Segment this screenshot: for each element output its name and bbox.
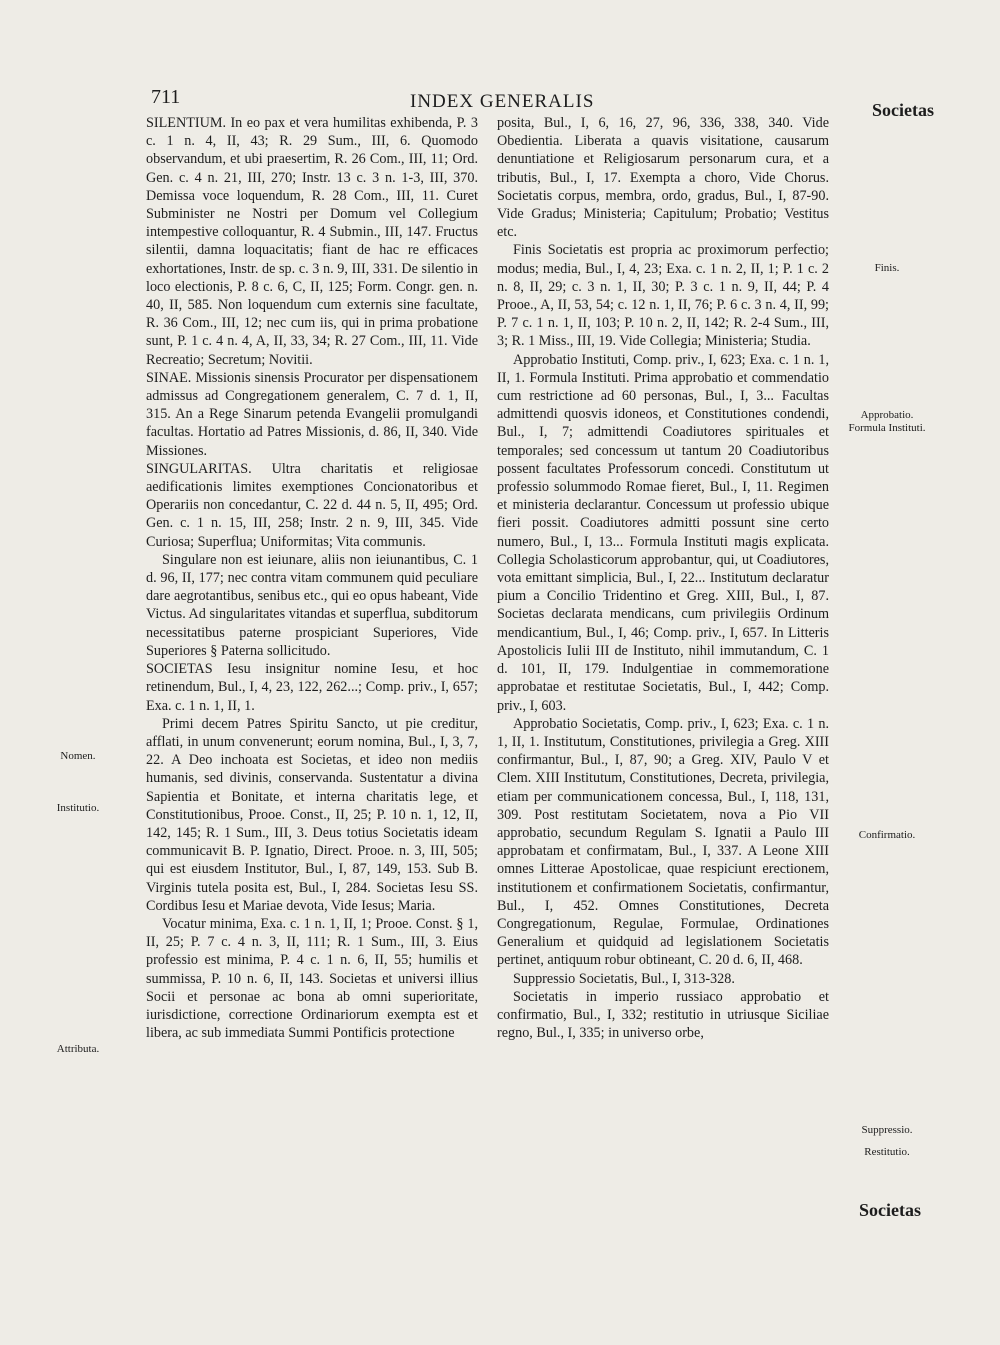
margin-note-confirmatio: Confirmatio. bbox=[858, 829, 916, 841]
left-column bbox=[146, 114, 478, 1042]
paragraph: Finis Societatis est propria ac proximorum perfectio; modus; media, Bul., I, 4, 23; Exa. c. 1 n. 2, II, 1; P. 1 c. 2 n. 8, II, 29; c. 3 n. 1, II, 30; P. 3 c. 1 n. 9, II, 44; P. 4 Prooe., A, II, 53, 54; c. 12 n. 1, II, 76; P. 6 c. 3 n. 4, II, 99; P. 7 c. 1 n. 1, II, 103; P. 10 n. 2, II, 142; R. 2-4 Sum., III, 3; R. 1 Miss., III, 19. Vide Collegia; Ministeria; Studia. bbox=[497, 242, 829, 350]
running-title: INDEX GENERALIS bbox=[410, 91, 595, 112]
paragraph: Approbatio Societatis, Comp. priv., I, 623; Exa. c. 1 n. 1, II, 1. Institutum, Constitutiones, privilegia a Greg. XIII confirmantur, Bul., I, 87, 90; a Greg. XIV, Paulo V et Clem. XIII Institutum, Constitutiones, Decreta, privilegia, etiam per communicationem concessa, Bul., I, 118, 131, 309. Post restitutam Societatem, nova a Pio VII approbatio, secundum Regulam S. Ignatii a Paulo III approbatam et confirmatam, Bul., I, 337. A Leone XIII omnes Litterae Apostolicae, quae respiciunt erectionem, institutionem et confirmationem Societatis, confirmantur, Bul., I, 452. Omnes Constitutiones, Decreta Congregationum, Regulae, Formulae, Ordinationes Generalium et quidquid ad legislationem Societatis pertinet, antiquum robur obtineant, C. 20 d. 6, II, 468. bbox=[497, 715, 829, 969]
paragraph: Vocatur minima, Exa. c. 1 n. 1, II, 1; Prooe. Const. § 1, II, 25; P. 7 c. 4 n. 3, II, 111; R. 1 Sum., III, 3. Eius professio est minima, P. 4 c. 1 n. 6, II, 55; humilis et summissa, P. 10 n. 6, II, 143. Societas et universi illius Socii et personae ac bona ab omni superioritate, iurisdictione, correctione Ordinariorum exempta est et libera, ac sub immediata Summi Pontificis protectione bbox=[146, 915, 478, 1042]
paragraph: Primi decem Patres Spiritu Sancto, ut pie creditur, afflati, in unum convenerunt; eorum nomina, Bul., I, 3, 7, 22. A Deo inchoata est Societas, et ideo non mediis humanis, sed divinis, conservanda. Sustentatur a divina Sapientia et Bonitate, et interna charitatis lege, et Constitutionibus, Prooe. Const., II, 25; P. 10 n. 1, 12, II, 142, 145; R. 1 Sum., III, 3. Deus totius Societatis ideam communicavit B. P. Ignatio, Direct. Prooe. n. 3, III, 505; qui est eiusdem Institutor, Bul., I, 87, 149, 153. Sub B. Virginis tutela posita est, Bul., I, 284. Societas Iesu SS. Cordibus Iesu et Mariae devota, Vide Iesus; Maria. bbox=[146, 715, 478, 914]
margin-note-suppressio: Suppressio. bbox=[861, 1124, 913, 1136]
entry-singularitas: SINGULARITAS. Ultra charitatis et religiosae aedificationis limites exemptiones Concionatoribus et Operariis non concedantur, C. 22 d. 44 n. 5, II, 495; Ord. Gen. c. 1 n. 15, III, 258; Instr. 2 n. 9, III, 345. Vide Curiosa; Superflua; Uniformitas; Vita communis. bbox=[146, 460, 478, 550]
margin-note-institutio: Institutio. bbox=[56, 802, 100, 814]
catchword-top: Societas bbox=[872, 100, 934, 120]
margin-note-finis: Finis. bbox=[874, 262, 900, 274]
paragraph: Suppressio Societatis, Bul., I, 313-328. bbox=[513, 970, 735, 987]
entry-societas: SOCIETAS Iesu insignitur nomine Iesu, et hoc retinendum, Bul., I, 4, 23, 122, 262...; Comp. priv., I, 657; Exa. c. 1 n. 1, II, 1. bbox=[146, 661, 478, 714]
paragraph: Singulare non est ieiunare, aliis non ieiunantibus, C. 1 d. 96, II, 177; nec contra vitam communem quid peculiare dare aegrotantibus, senibus etc., qui eo opus habeant, Vide Victus. Ad singularitates vitandas et superflua, subditorum necessitatibus paterne prospiciant Superiores, Vide Superiores § Paterna sollicitudo. bbox=[146, 551, 478, 659]
margin-note-approbatio: Approbatio. Formula Instituti. bbox=[848, 409, 926, 434]
paragraph: Societatis in imperio russiaco approbatio et confirmatio, Bul., I, 332; restitutio in utriusque Siciliae regno, Bul., I, 335; in universo orbe, bbox=[497, 988, 829, 1042]
entry-silentium: SILENTIUM. In eo pax et vera humilitas exhibenda, P. 3 c. 1 n. 4, II, 43; R. 29 Sum., III, 6. Quomodo observandum, et ubi praesertim, R. 26 Com., III, 11; Ord. Gen. c. 4 n. 21, III, 270; Instr. 13 c. 3 n. 1-3, III, 370. Demissa voce loquendum, R. 28 Com., III, 11. Curet Subminister ne Nostri per Domum vel Collegium intempestive colloquantur, R. 4 Submin., III, 147. Fructus silentii, damna loquacitatis; fiant de hac re efficaces exhortationes, Instr. de sp. c. 3 n. 9, III, 331. De silentio in loco electionis, P. 8 c. 6, C, II, 125; Form. Congr. gen. n. 40, II, 585. Non loquendum cum externis sine facultate, R. 36 Com., III, 12; nec cum iis, qui in prima probatione sunt, P. 1 c. 4 n. 4, A, II, 33, 34; R. 27 Com., III, 11. Vide Recreatio; Secretum; Novitii. bbox=[146, 115, 478, 368]
margin-note-attributa: Attributa. bbox=[56, 1043, 100, 1055]
page-number: 711 bbox=[151, 86, 181, 108]
right-column bbox=[497, 114, 829, 1042]
margin-note-restitutio: Restitutio. bbox=[864, 1146, 910, 1158]
margin-note-nomen: Nomen. bbox=[60, 750, 96, 762]
catchword-bottom: Societas bbox=[859, 1200, 921, 1220]
paragraph: posita, Bul., I, 6, 16, 27, 96, 336, 338, 340. Vide Obedientia. Liberata a quavis visitatione, causarum denuntiatione et Religiosarum personarum cura, et a tributis, Bul., I, 17. Exempta a choro, Vide Chorus. Societatis corpus, membra, ordo, gradus, Bul., I, 87-90. Vide Gradus; Ministeria; Capitulum; Probatio; Vestitus etc. bbox=[497, 115, 829, 241]
paragraph: Approbatio Instituti, Comp. priv., I, 623; Exa. c. 1 n. 1, II, 1. Formula Instituti. Prima approbatio et commendatio cum restrictione ad 60 personas, Bul., I, 3... Facultas admittendi quosvis idoneos, et Constitutiones condendi, Bul., I, 7; admittendi Coadiutores spirituales et temporales; sed concessum ut tantum 20 Coadiutoribus possent facultates Professorum concedi. Constitutum ut professio solummodo Romae fieret, Bul., I, 11. Regimen et ministeria declarantur. Concessum ut professio ubique fieri possit. Coadiutores admitti possunt sine certo numero, Bul., I, 13... Formula Instituti magis explicata. Collegia Scholasticorum approbantur, qui, ut Coadiutores, vota emittant simplicia, Bul., I, 22... Institutum declaratur pium a Concilio Tridentino et Greg. XIII, Bul., I, 87. Societas declarata mendicans, cum privilegiis Ordinum mendicantium, Bul., I, 46; Comp. priv., I, 657. In Litteris Apostolicis Iulii III de Instituto, nihil immutandum, C. 1 d. 101, II, 179. Indulgentiae in commemoratione approbatae et restitutae Societatis, Bul., I, 442; Comp. priv., I, 603. bbox=[497, 351, 829, 714]
entry-sinae: SINAE. Missionis sinensis Procurator per dispensationem admissus ad Congregationem generalem, C. 7 d. 1, II, 315. An a Rege Sinarum petenda Evangelii promulgandi facultas. Hortatio ad Patres Missionis, d. 86, II, 340. Vide Missiones. bbox=[146, 369, 478, 459]
